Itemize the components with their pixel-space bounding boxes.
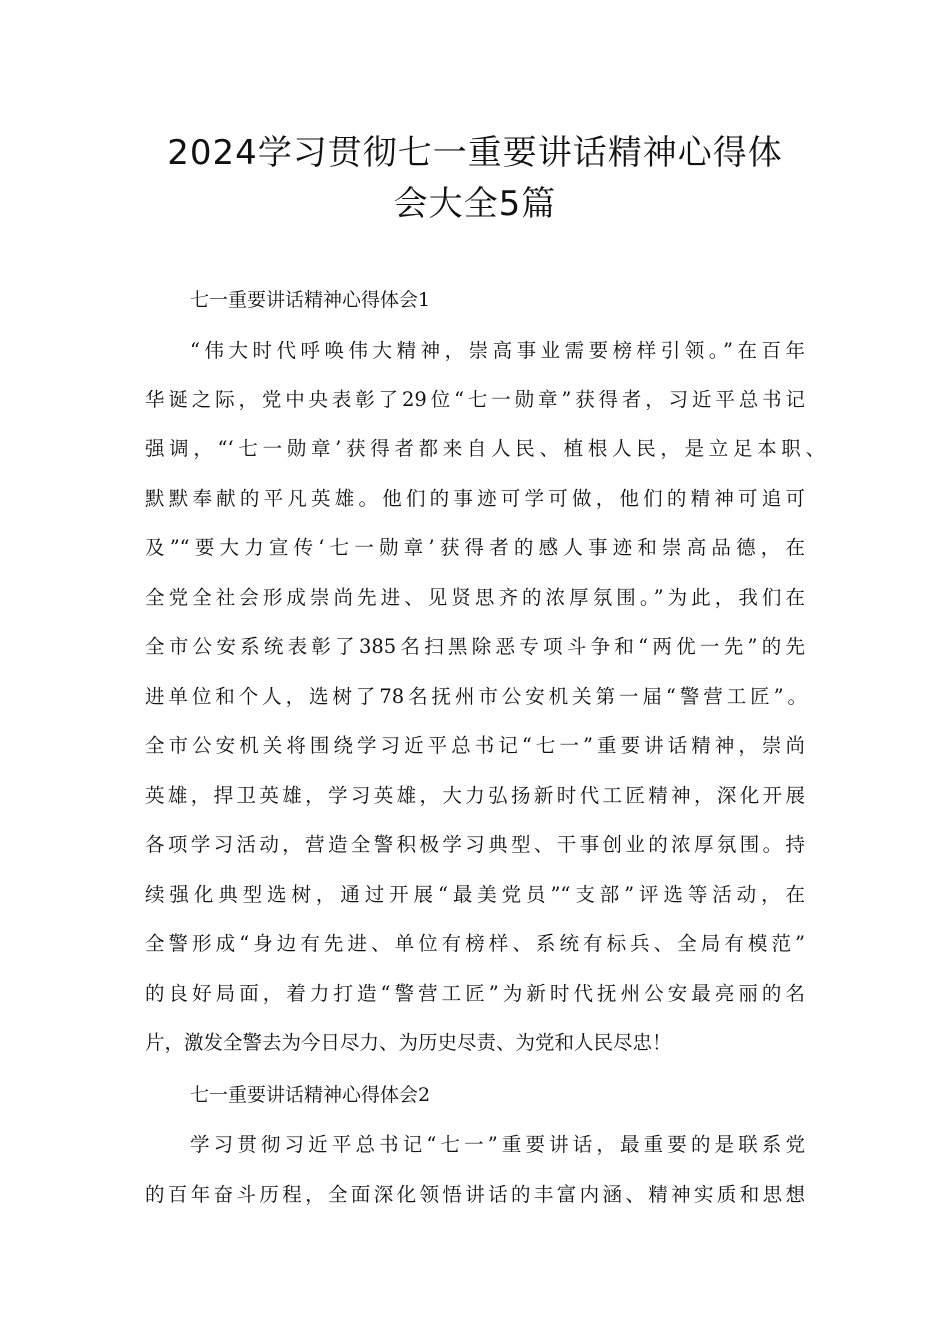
paragraph-line: 片，激发全警去为今日尽力、为历史尽责、为党和人民尽忠！ [145,1031,672,1054]
paragraph-line: 的百年奋斗历程，全面深化领悟讲话的丰富内涵、精神实质和思想 [145,1183,805,1206]
paragraph-line: “伟大时代呼唤伟大精神，崇高事业需要榜样引领。”在百年 [190,339,805,362]
paragraph-line: 全党全社会形成崇尚先进、见贤思齐的浓厚氛围。”为此，我们在 [145,586,805,609]
paragraph-line: 续强化典型选树，通过开展“最美党员”“支部”评选等活动，在 [145,883,805,906]
section-heading: 七一重要讲话精神心得体会1 [190,289,431,311]
paragraph-line: 华诞之际，党中央表彰了29位“七一勋章”获得者，习近平总书记 [145,388,805,411]
paragraph-line: 全市公安系统表彰了385名扫黑除恶专项斗争和“两优一先”的先 [145,635,805,658]
paragraph-line: 进单位和个人，选树了78名抚州市公安机关第一届“警营工匠”。 [145,685,807,708]
document-title [120,128,830,230]
paragraph-line: 英雄，捍卫英雄，学习英雄，大力弘扬新时代工匠精神，深化开展 [145,784,805,807]
paragraph-line: 的良好局面，着力打造“警营工匠”为新时代抚州公安最亮丽的名 [145,982,805,1005]
paragraph-line: 全警形成“身边有先进、单位有榜样、系统有标兵、全局有模范” [145,932,805,955]
section-heading: 七一重要讲话精神心得体会2 [190,1084,431,1106]
paragraph-line: 全市公安机关将围绕学习近平总书记“七一”重要讲话精神，崇尚 [145,734,805,757]
paragraph-line: 各项学习活动，营造全警积极学习典型、干事创业的浓厚氛围。持 [145,833,805,856]
title-line: 2024学习贯彻七一重要讲话精神心得体 [167,133,783,173]
paragraph-line: 学习贯彻习近平总书记“七一”重要讲话，最重要的是联系党 [190,1133,805,1156]
title-line: 会大全5篇 [393,184,557,224]
paragraph-line: 强调，“‘七一勋章’获得者都来自人民、植根人民，是立足本职、 [145,437,825,460]
paragraph-line: 默默奉献的平凡英雄。他们的事迹可学可做，他们的精神可追可 [145,487,805,510]
paragraph-line: 及”“要大力宣传‘七一勋章’获得者的感人事迹和崇高品德，在 [145,536,805,559]
